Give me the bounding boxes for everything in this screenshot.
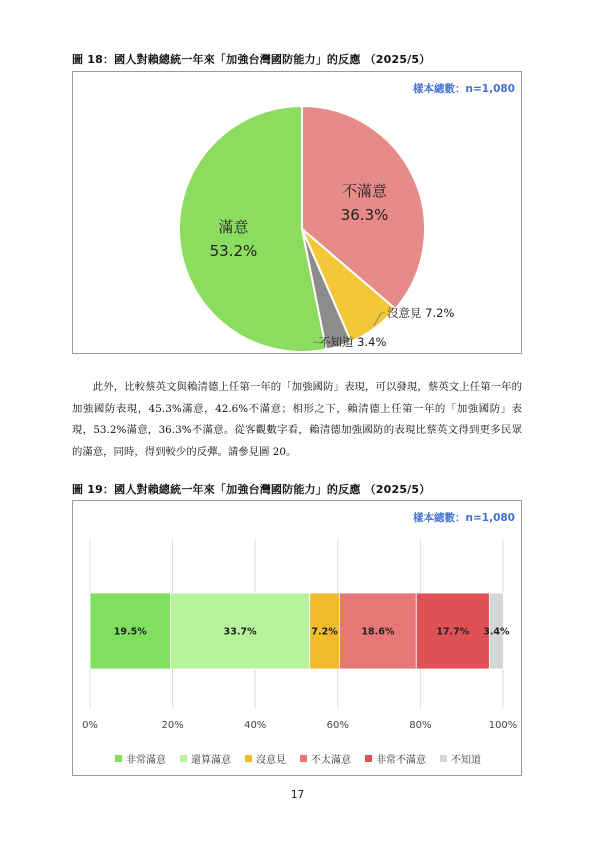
pie-value-3: 53.2% <box>209 241 258 260</box>
x-tick-label: 60% <box>326 720 349 731</box>
x-tick-label: 40% <box>244 720 267 731</box>
sample-size-label: 樣本總數：n=1,080 <box>413 512 515 524</box>
body-paragraph <box>72 377 522 463</box>
legend-label: 沒意見 <box>256 755 286 766</box>
legend-swatch <box>115 755 122 762</box>
pie-chart <box>73 72 521 353</box>
chart-legend <box>73 751 523 766</box>
x-tick-label: 100% <box>488 720 518 731</box>
pie-chart-frame <box>72 71 522 354</box>
pie-outside-label-2: 不知道 3.4% <box>319 335 387 349</box>
bar-segment-label-0: 19.5% <box>113 626 147 638</box>
pie-value-0: 36.3% <box>340 206 389 225</box>
figure-19-title: 圖 19：國人對賴總統一年來「加強台灣國防能力」的反應 （2025/5） <box>72 483 431 496</box>
legend-item-3 <box>300 751 351 766</box>
page-number: 17 <box>290 789 305 801</box>
legend-item-5 <box>440 751 481 766</box>
bar-segment-label-2: 7.2% <box>311 626 338 638</box>
pie-label-3: 滿意 <box>218 217 249 236</box>
x-tick-label: 0% <box>82 720 98 731</box>
legend-item-0 <box>115 751 166 766</box>
pie-outside-label-1: 沒意見 7.2% <box>387 306 455 320</box>
bar-segment-label-5: 3.4% <box>483 626 510 638</box>
legend-swatch <box>300 755 307 762</box>
bar-segment-label-3: 18.6% <box>361 626 395 638</box>
bar-segment-label-1: 33.7% <box>223 626 257 638</box>
legend-item-2 <box>245 751 286 766</box>
legend-label: 不知道 <box>451 755 481 766</box>
legend-swatch <box>245 755 252 762</box>
bar-chart-frame <box>72 500 522 776</box>
x-tick-label: 20% <box>161 720 184 731</box>
legend-swatch <box>365 755 372 762</box>
sample-size-label: 樣本總數：n=1,080 <box>413 83 515 95</box>
legend-label: 不太滿意 <box>311 755 351 766</box>
legend-item-1 <box>180 751 231 766</box>
legend-swatch <box>180 755 187 762</box>
stacked-bar-chart <box>73 501 521 741</box>
legend-item-4 <box>365 751 426 766</box>
legend-label: 還算滿意 <box>191 755 231 766</box>
paragraph-text: 此外，比較蔡英文與賴清德上任第一年的「加強國防」表現，可以發現，蔡英文上任第一年的加強國防表現，45.3%滿意，42.6%不滿意；相形之下，賴清德上任第一年的「加強國防」表現，53.2%滿意，36.3%不滿意。從客觀數字看，賴清德加強國防的表現比蔡英文得到更多民眾的滿意，同時，得到較少的反彈。請參見圖 20。 <box>72 381 522 458</box>
legend-label: 非常不滿意 <box>376 755 426 766</box>
legend-label: 非常滿意 <box>126 755 166 766</box>
x-tick-label: 80% <box>409 720 432 731</box>
legend-swatch <box>440 755 447 762</box>
pie-label-0: 不滿意 <box>342 182 388 201</box>
figure-18-title: 圖 18：國人對賴總統一年來「加強台灣國防能力」的反應 （2025/5） <box>72 53 431 66</box>
bar-segment-label-4: 17.7% <box>436 626 470 638</box>
